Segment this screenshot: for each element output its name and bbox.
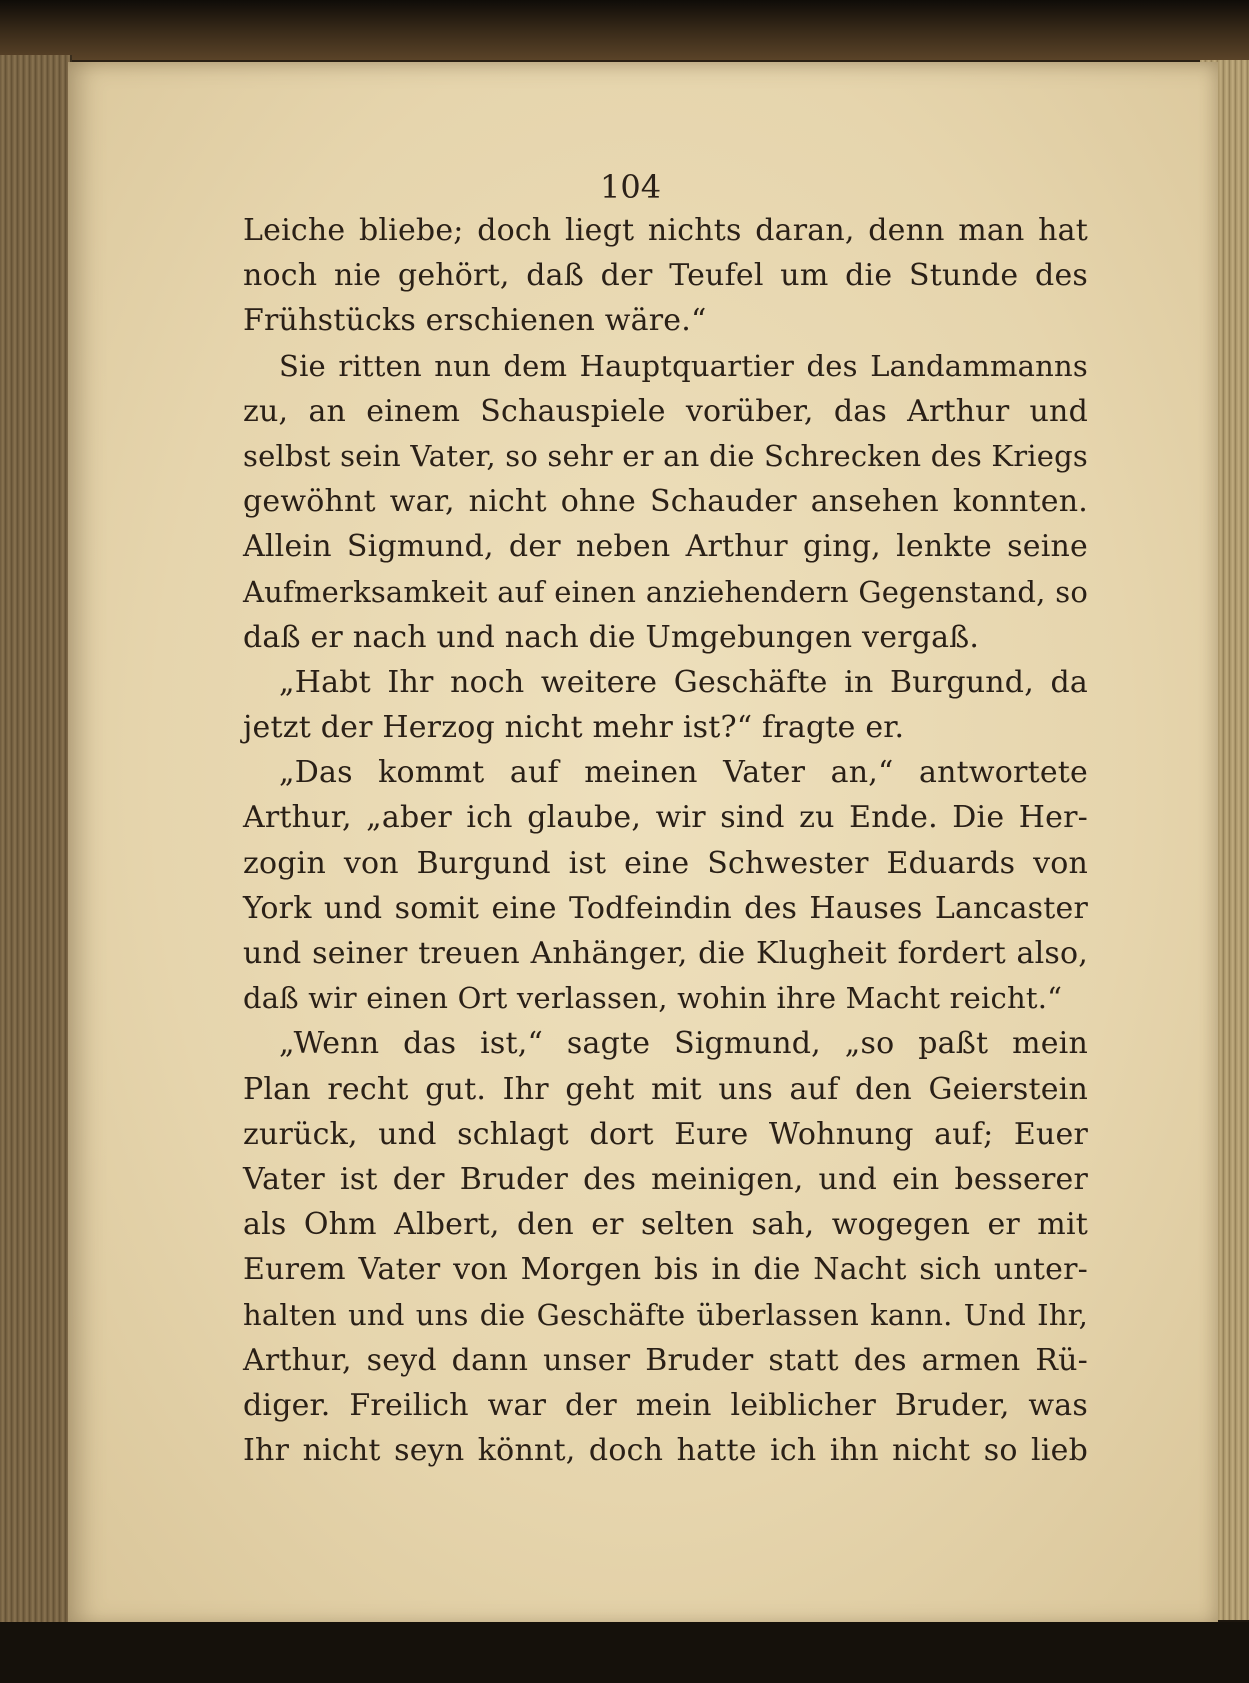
- text-line: Arthur, seyd dann unser Bruder statt des armen Rü-: [243, 1342, 1088, 1378]
- text-line: gewöhnt war, nicht ohne Schauder ansehen konnten.: [243, 484, 1088, 520]
- text-line: Arthur, „aber ich glaube, wir sind zu Ende. Die Her-: [243, 800, 1088, 836]
- page-number: 104: [600, 168, 662, 206]
- text-line: daß wir einen Ort verlassen, wohin ihre Macht reicht.“: [243, 981, 1063, 1016]
- text-line: daß er nach und nach die Umgebungen vergaß.: [243, 619, 980, 655]
- text-line: selbst sein Vater, so sehr er an die Schrecken des Kriegs: [243, 438, 1088, 473]
- body-text: [243, 208, 1088, 1473]
- text-line: „Wenn das ist,“ sagte Sigmund, „so paßt mein: [279, 1026, 1088, 1062]
- text-line: Ihr nicht seyn könnt, doch hatte ich ihn nicht so lieb: [243, 1433, 1088, 1469]
- text-line: Leiche bliebe; doch liegt nichts daran, denn man hat: [243, 213, 1088, 248]
- text-line: „Habt Ihr noch weitere Geschäfte in Burgund, da: [279, 664, 1088, 700]
- text-line: noch nie gehört, daß der Teufel um die Stunde des: [243, 258, 1088, 294]
- text-line: „Das kommt auf meinen Vater an,“ antwortete: [279, 755, 1088, 791]
- text-line: Frühstücks erschienen wäre.“: [243, 303, 707, 339]
- text-line: Vater ist der Bruder des meinigen, und ein besserer: [243, 1161, 1088, 1197]
- text-line: zurück, und schlagt dort Eure Wohnung auf; Euer: [243, 1116, 1088, 1152]
- text-line: Plan recht gut. Ihr geht mit uns auf den Geierstein: [243, 1071, 1088, 1107]
- background-bottom: [0, 1622, 1249, 1683]
- text-line: Aufmerksamkeit auf einen anziehendern Gegenstand, so: [243, 574, 1088, 609]
- page-stack-left: [0, 55, 72, 1625]
- text-line: diger. Freilich war der mein leiblicher Bruder, was: [243, 1387, 1088, 1423]
- book-cover-top: [0, 0, 1249, 60]
- text-line: Eurem Vater von Morgen bis in die Nacht sich unter-: [243, 1252, 1088, 1288]
- text-line: York und somit eine Todfeindin des Hauses Lancaster: [243, 890, 1088, 926]
- text-line: Sie ritten nun dem Hauptquartier des Landammanns: [279, 348, 1088, 383]
- text-line: als Ohm Albert, den er selten sah, wogegen er mit: [243, 1207, 1088, 1243]
- text-line: zogin von Burgund ist eine Schwester Eduards von: [243, 845, 1088, 881]
- text-line: und seiner treuen Anhänger, die Klugheit fordert also,: [243, 936, 1088, 971]
- text-line: halten und uns die Geschäfte überlassen kann. Und Ihr,: [243, 1297, 1088, 1332]
- text-line: zu, an einem Schauspiele vorüber, das Arthur und: [243, 393, 1088, 429]
- text-line: Allein Sigmund, der neben Arthur ging, lenkte seine: [243, 529, 1088, 565]
- text-line: jetzt der Herzog nicht mehr ist?“ fragte er.: [243, 710, 905, 746]
